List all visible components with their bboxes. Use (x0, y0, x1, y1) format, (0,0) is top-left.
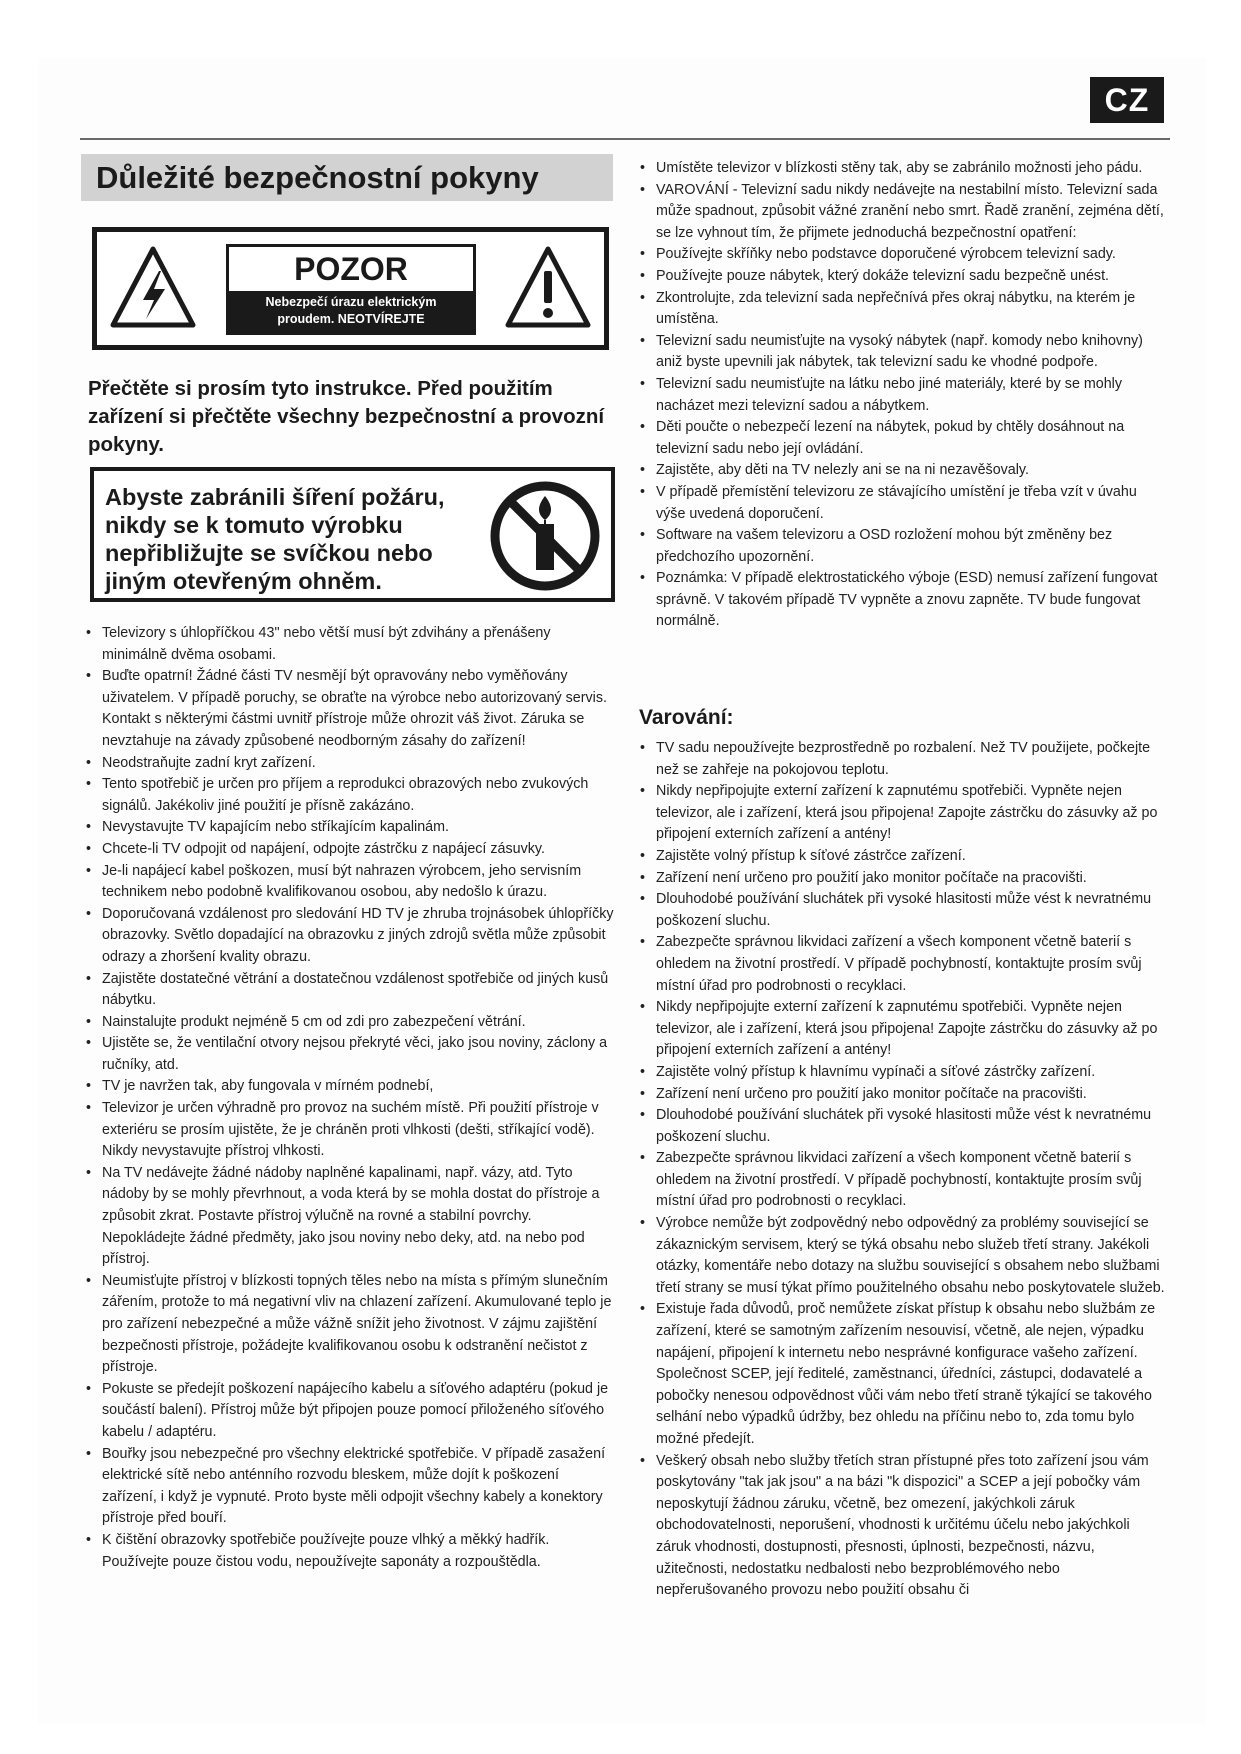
list-item: • Neodstraňujte zadní kryt zařízení. (86, 753, 616, 775)
list-item: • Existuje řada důvodů, proč nemůžete získat přístup k obsahu nebo službám ze zařízení, které se samotným zařízením nesouvisí, včetně, ale nejen, výpadku napájení, připojení k internetu nebo nesprávné konfigurace vašeho zařízení. Společnost SCEP, její ředitelé, zaměstnanci, úředníci, zástupci, dodavatelé a pobočky nenesou odpovědnost vůči vám nebo třetí straně týkající se takového selhání nebo výpadků údržby, bez ohledu na příčinu nebo to, zda tomu bylo možné předejít. (640, 1299, 1165, 1450)
list-item: • Umístěte televizor v blízkosti stěny tak, aby se zabránilo možnosti jeho pádu. (640, 158, 1165, 180)
list-item: • Nikdy nepřipojujte externí zařízení k zapnutému spotřebiči. Vypněte nejen televizor, ale i zařízení, která jsou připojena! Zapojte zástrčku do zásuvky až po připojení externích zařízení a antény! (640, 997, 1165, 1062)
list-item: • TV sadu nepoužívejte bezprostředně po rozbalení. Než TV použijete, počkejte než se zahřeje na pokojovou teplotu. (640, 738, 1165, 781)
list-item: • Výrobce nemůže být zodpovědný nebo odpovědný za problémy související se zákaznickým servisem, který se týká obsahu nebo služeb třetí strany. Jakékoli otázky, komentáře nebo dotazy na službu související s obsahem nebo službami třetí strany se musí týkat přímo použitelného obsahu nebo poskytovatele služeb. (640, 1213, 1165, 1299)
left-safety-list (86, 623, 616, 1573)
list-item: • Buďte opatrní! Žádné části TV nesmějí být opravovány nebo vyměňovány uživatelem. V případě poruchy, se obraťte na výrobce nebo autorizovaný servis. Kontakt s některými částmi uvnitř přístroje může ohrozit váš život. Záruka se nevztahuje na závady způsobené neodborným zásahy do zařízení! (86, 666, 616, 752)
list-item: • Používejte skříňky nebo podstavce doporučené výrobcem televizní sady. (640, 244, 1165, 266)
list-item: • Dlouhodobé používání sluchátek při vysoké hlasitosti může vést k nevratnému poškození sluchu. (640, 889, 1165, 932)
list-item: • Děti poučte o nebezpečí lezení na nábytek, pokud by chtěly dosáhnout na televizní sadu nebo její ovládání. (640, 417, 1165, 460)
list-item: • Dlouhodobé používání sluchátek při vysoké hlasitosti může vést k nevratnému poškození sluchu. (640, 1105, 1165, 1148)
list-item: • Nikdy nepřipojujte externí zařízení k zapnutému spotřebiči. Vypněte nejen televizor, ale i zařízení, která jsou připojena! Zapojte zástrčku do zásuvky až po připojení externích zařízení a antény! (640, 781, 1165, 846)
list-item: • Neumisťujte přístroj v blízkosti topných těles nebo na místa s přímým slunečním zářením, protože to má negativní vliv na chlazení zařízení. Akumulované teplo je pro zařízení nebezpečné a může vážně snížit jeho životnost. V zájmu zajištění bezpečnosti přístroje, požádejte kvalifikovanou osobu k odstranění nečistot z přístroje. (86, 1271, 616, 1379)
list-item: • Televizor je určen výhradně pro provoz na suchém místě. Při použití přístroje v exteriéru se prosím ujistěte, že je chráněn proti vlhkosti (dešti, stříkající vodě). Nikdy nevystavujte přístroj vlhkosti. (86, 1098, 616, 1163)
list-item: • Pokuste se předejít poškození napájecího kabelu a síťového adaptéru (pokud je součástí balení). Přístroj může být připojen pouze pomocí přiloženého síťového kabelu / adaptéru. (86, 1379, 616, 1444)
list-item: • Zabezpečte správnou likvidaci zařízení a všech komponent včetně baterií s ohledem na životní prostředí. V případě pochybností, kontaktujte prosím svůj místní úřad pro podrobnosti o recyklaci. (640, 1148, 1165, 1213)
list-item: • Ujistěte se, že ventilační otvory nejsou překryté věci, jako jsou noviny, záclony a ručníky, atd. (86, 1033, 616, 1076)
list-item: • Nevystavujte TV kapajícím nebo stříkajícím kapalinám. (86, 817, 616, 839)
list-item: • V případě přemístění televizoru ze stávajícího umístění je třeba vzít v úvahu výše uvedená doporučení. (640, 482, 1165, 525)
list-item: • Bouřky jsou nebezpečné pro všechny elektrické spotřebiče. V případě zasažení elektrické sítě nebo anténního rozvodu bleskem, může dojít k poškození zařízení, i když je vypnuté. Proto byste měli odpojit všechny kabely a konektory přístroje před bouří. (86, 1444, 616, 1530)
list-item: • Poznámka: V případě elektrostatického výboje (ESD) nemusí zařízení fungovat správně. V takovém případě TV vypněte a znovu zapněte. TV bude fungovat normálně. (640, 568, 1165, 633)
page-title: Důležité bezpečnostní pokyny (96, 160, 539, 195)
fire-warning-box (90, 467, 615, 602)
list-item: • Televizní sadu neumisťujte na látku nebo jiné materiály, které by se mohly nacházet mezi televizní sadou a nábytkem. (640, 374, 1165, 417)
exclamation-warning-icon (504, 245, 592, 329)
caution-warning-line2: proudem. NEOTVÍREJTE (277, 312, 425, 326)
right-safety-list (640, 158, 1165, 633)
list-item: • Zařízení není určeno pro použití jako monitor počítače na pracovišti. (640, 868, 1165, 890)
no-candle-icon (489, 480, 601, 592)
language-badge: CZ (1090, 77, 1164, 123)
lightning-warning-icon (109, 245, 197, 329)
intro-text: Přečtěte si prosím tyto instrukce. Před použitím zařízení si přečtěte všechny bezpečnostní a provozní pokyny. (88, 377, 605, 456)
fire-warning-text: Abyste zabránili šíření požáru, nikdy se k tomuto výrobku nepřibližujte se svíčkou nebo jiným otevřeným ohněm. (105, 484, 445, 594)
list-item: • Používejte pouze nábytek, který dokáže televizní sadu bezpečně unést. (640, 266, 1165, 288)
list-item: • Je-li napájecí kabel poškozen, musí být nahrazen výrobcem, jeho servisním technikem nebo podobně kvalifikovanou osobou, aby nedošlo k úrazu. (86, 861, 616, 904)
list-item: • Tento spotřebič je určen pro příjem a reprodukci obrazových nebo zvukových signálů. Jakékoliv jiné použití je přísně zakázáno. (86, 774, 616, 817)
list-item: • Zařízení není určeno pro použití jako monitor počítače na pracovišti. (640, 1084, 1165, 1106)
list-item: • Zajistěte dostatečné větrání a dostatečnou vzdálenost spotřebiče od jiných kusů nábytku. (86, 969, 616, 1012)
list-item: • Zabezpečte správnou likvidaci zařízení a všech komponent včetně baterií s ohledem na životní prostředí. V případě pochybností, kontaktujte prosím svůj místní úřad pro podrobnosti o recyklaci. (640, 932, 1165, 997)
caution-warning-line1: Nebezpečí úrazu elektrickým (265, 295, 437, 309)
list-item: • VAROVÁNÍ - Televizní sadu nikdy nedávejte na nestabilní místo. Televizní sada může spadnout, způsobit vážné zranění nebo smrt. Řadě zranění, zejména dětí, se lze vyhnout tím, že přijmete jednoduchá bezpečnostní opatření: (640, 180, 1165, 245)
list-item: • Veškerý obsah nebo služby třetích stran přístupné přes toto zařízení jsou vám poskytovány "tak jak jsou" a na bázi "k dispozici" a SCEP a její pobočky vám neposkytují žádnou záruku, včetně, bez omezení, jakýchkoli záruk obchodovatelnosti, neporušení, vhodnosti k určitému účelu nebo jakýchkoli záruk vhodnosti, dostupnosti, přesnosti, úplnosti, bezpečnosti, názvu, užitečnosti, nedostatku nedbalosti nebo bezproblémového nebo nepřerušovaného provozu nebo použití obsahu či (640, 1451, 1165, 1602)
list-item: • Zajistěte volný přístup k síťové zástrčce zařízení. (640, 846, 1165, 868)
caution-word: POZOR (294, 251, 408, 287)
list-item: • Televizní sadu neumisťujte na vysoký nábytek (např. komody nebo knihovny) aniž byste upevnili jak nábytek, tak televizní sadu ke vhodné podpoře. (640, 331, 1165, 374)
list-item: • Doporučovaná vzdálenost pro sledování HD TV je zhruba trojnásobek úhlopříčky obrazovky. Světlo dopadající na obrazovku z jiných zdrojů světla může způsobit odrazy a zhoršení kvality obrazu. (86, 904, 616, 969)
list-item: • K čištění obrazovky spotřebiče používejte pouze vlhký a měkký hadřík. Používejte pouze čistou vodu, nepoužívejte saponáty a rozpouštědla. (86, 1530, 616, 1573)
list-item: • Zkontrolujte, zda televizní sada nepřečnívá přes okraj nábytku, na kterém je umístěna. (640, 288, 1165, 331)
warnings-list (640, 738, 1165, 1602)
caution-label (92, 227, 609, 350)
title-banner (81, 154, 613, 201)
list-item: • Na TV nedávejte žádné nádoby naplněné kapalinami, např. vázy, atd. Tyto nádoby by se mohly převrhnout, a voda která by se mohla dostat do přístroje a způsobit zkrat. Postavte přístroj výlučně na rovné a stabilní povrchy. Nepokládejte žádné předměty, jako jsou noviny nebo deky, atd. na nebo pod přístroj. (86, 1163, 616, 1271)
list-item: • Zajistěte, aby děti na TV nelezly ani se na ni nezavěšovaly. (640, 460, 1165, 482)
warnings-heading: Varování: (639, 706, 734, 729)
caution-warning (229, 291, 473, 332)
list-item: • TV je navržen tak, aby fungovala v mírném podnebí, (86, 1076, 616, 1098)
header-rule (80, 138, 1170, 140)
list-item: • Software na vašem televizoru a OSD rozložení mohou být změněny bez předchozího upozornění. (640, 525, 1165, 568)
list-item: • Televizory s úhlopříčkou 43" nebo větší musí být zdvihány a přenášeny minimálně dvěma osobami. (86, 623, 616, 666)
list-item: • Nainstalujte produkt nejméně 5 cm od zdi pro zabezpečení větrání. (86, 1012, 616, 1034)
list-item: • Zajistěte volný přístup k hlavnímu vypínači a síťové zástrčky zařízení. (640, 1062, 1165, 1084)
caution-panel (226, 244, 476, 335)
list-item: • Chcete-li TV odpojit od napájení, odpojte zástrčku z napájecí zásuvky. (86, 839, 616, 861)
